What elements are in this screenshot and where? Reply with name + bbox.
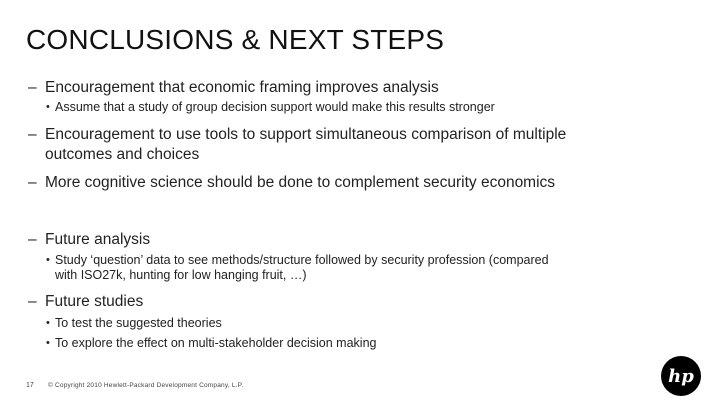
sub-bullet-dot: • <box>46 101 50 113</box>
bullet-dash: – <box>28 231 37 248</box>
sub-bullet-text: To explore the effect on multi-stakeholder decision making <box>55 336 377 350</box>
sub-bullet-text: Assume that a study of group decision support would make this results stronger <box>55 100 495 114</box>
bullet-continuation <box>45 145 199 165</box>
bullet-item <box>28 230 151 250</box>
bullet-text: Future analysis <box>45 231 151 248</box>
hp-logo-icon <box>660 355 702 397</box>
sub-bullet-text-line-2: with ISO27k, hunting for low hanging fruit, …) <box>55 268 307 282</box>
sub-bullet-text: To test the suggested theories <box>55 316 222 330</box>
bullet-text: Future studies <box>45 293 144 310</box>
bullet-dash: – <box>28 79 37 96</box>
page-number: 17 <box>26 382 34 389</box>
bullet-text: More cognitive science should be done to complement security economics <box>45 174 556 191</box>
bullet-text-line-2: outcomes and choices <box>45 146 200 163</box>
sub-bullet-dot: • <box>46 317 50 329</box>
bullet-dash: – <box>28 126 37 143</box>
bullet-item <box>28 78 439 98</box>
hp-logo-text: hp <box>668 366 694 387</box>
bullet-item <box>28 125 567 145</box>
bullet-item <box>28 292 144 312</box>
copyright-notice: © Copyright 2010 Hewlett-Packard Development Company, L.P. <box>48 382 244 389</box>
bullet-text: Encouragement that economic framing improves analysis <box>45 79 439 96</box>
sub-bullet-item <box>46 100 495 115</box>
sub-bullet-continuation <box>55 268 307 283</box>
sub-bullet-item <box>46 336 377 351</box>
bullet-text-line-1: Encouragement to use tools to support simultaneous comparison of multiple <box>45 126 567 143</box>
sub-bullet-text-line-1: Study ‘question’ data to see methods/structure followed by security profession (compared <box>55 253 549 267</box>
sub-bullet-dot: • <box>46 254 50 266</box>
bullet-dash: – <box>28 174 37 191</box>
sub-bullet-item <box>46 253 549 268</box>
sub-bullet-item <box>46 316 222 331</box>
bullet-item <box>28 173 556 193</box>
sub-bullet-dot: • <box>46 337 50 349</box>
slide-title: CONCLUSIONS & NEXT STEPS <box>26 24 445 55</box>
bullet-dash: – <box>28 293 37 310</box>
